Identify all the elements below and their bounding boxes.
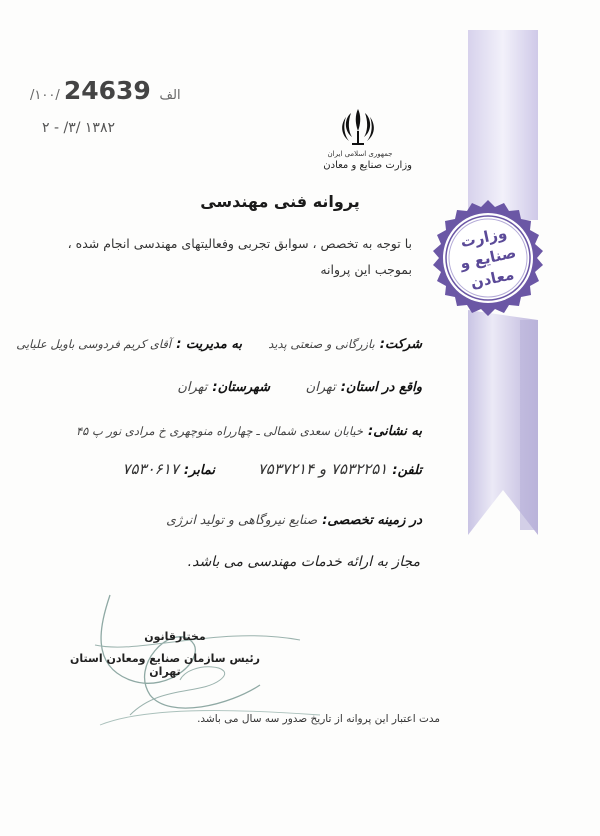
ministry-seal bbox=[428, 198, 548, 318]
province-value: تهران bbox=[305, 380, 336, 395]
government-name: جمهوری اسلامی ایران bbox=[327, 150, 393, 158]
address-row bbox=[76, 420, 422, 439]
specialty-label: در زمینه تخصصی: bbox=[322, 513, 422, 528]
city-row bbox=[177, 376, 270, 395]
seal-line-2: صنایع و bbox=[458, 243, 518, 273]
phone-label: تلفن: bbox=[392, 463, 422, 478]
city-value: تهران bbox=[177, 380, 208, 395]
specialty-row bbox=[166, 509, 422, 528]
manager-value: آقای کریم فردوسی باویل علیایی bbox=[16, 337, 172, 351]
address-label: به نشانی: bbox=[368, 424, 422, 439]
manager-row bbox=[16, 333, 242, 352]
iran-emblem-icon bbox=[338, 105, 378, 149]
company-row bbox=[268, 333, 422, 352]
phone-value: ۷۵۳۲۲۵۱ و ۷۵۳۷۲۱۴ bbox=[257, 460, 388, 478]
province-row bbox=[306, 376, 422, 395]
fax-label: نمابر: bbox=[183, 463, 215, 478]
intro-line-1: با توجه به تخصص ، سوابق تجربی وفعالیتهای مهندسی انجام شده ، bbox=[67, 236, 412, 251]
ribbon-band-top bbox=[468, 30, 538, 220]
granted-statement: مجاز به ارائه خدمات مهندسی می باشد. bbox=[187, 554, 420, 570]
province-label: واقع در استان: bbox=[340, 380, 422, 395]
intro-line-2: بموجب این پروانه bbox=[320, 262, 412, 277]
certificate-title: پروانه فنی مهندسی bbox=[200, 192, 360, 211]
manager-label: به مدیریت : bbox=[176, 337, 242, 352]
city-label: شهرستان: bbox=[212, 380, 270, 395]
validity-note: مدت اعتبار این پروانه از تاریخ صدور سه سال می باشد. bbox=[197, 713, 440, 725]
ministry-name: وزارت صنایع و معادن bbox=[323, 160, 412, 171]
fax-row bbox=[122, 459, 215, 478]
phone-row bbox=[258, 459, 422, 478]
signer-role: رئیس سازمان صنایع ومعادن استان تهران bbox=[70, 652, 260, 678]
company-label: شرکت: bbox=[379, 337, 422, 352]
reference-suffix: /۱۰۰/ الف bbox=[30, 88, 181, 103]
reference-number bbox=[30, 76, 190, 105]
fax-value: ۷۵۳۰۶۱۷ bbox=[122, 460, 179, 478]
signer-name: مختارقانون bbox=[144, 630, 206, 643]
seal-line-3: معادن bbox=[469, 265, 516, 292]
specialty-value: صنایع نیروگاهی و تولید انرژی bbox=[166, 512, 318, 527]
reference-digits: 24639 bbox=[63, 76, 151, 105]
seal-line-1: وزارت bbox=[458, 223, 509, 252]
company-value: بازرگانی و صنعتی پدید bbox=[268, 337, 375, 351]
address-value: خیابان سعدی شمالی ـ چهارراه منوچهری خ مرادی نور پ ۴۵ bbox=[76, 424, 363, 438]
reference-date: ۱۳۸۲ /۳/ - ۲ bbox=[42, 120, 115, 136]
